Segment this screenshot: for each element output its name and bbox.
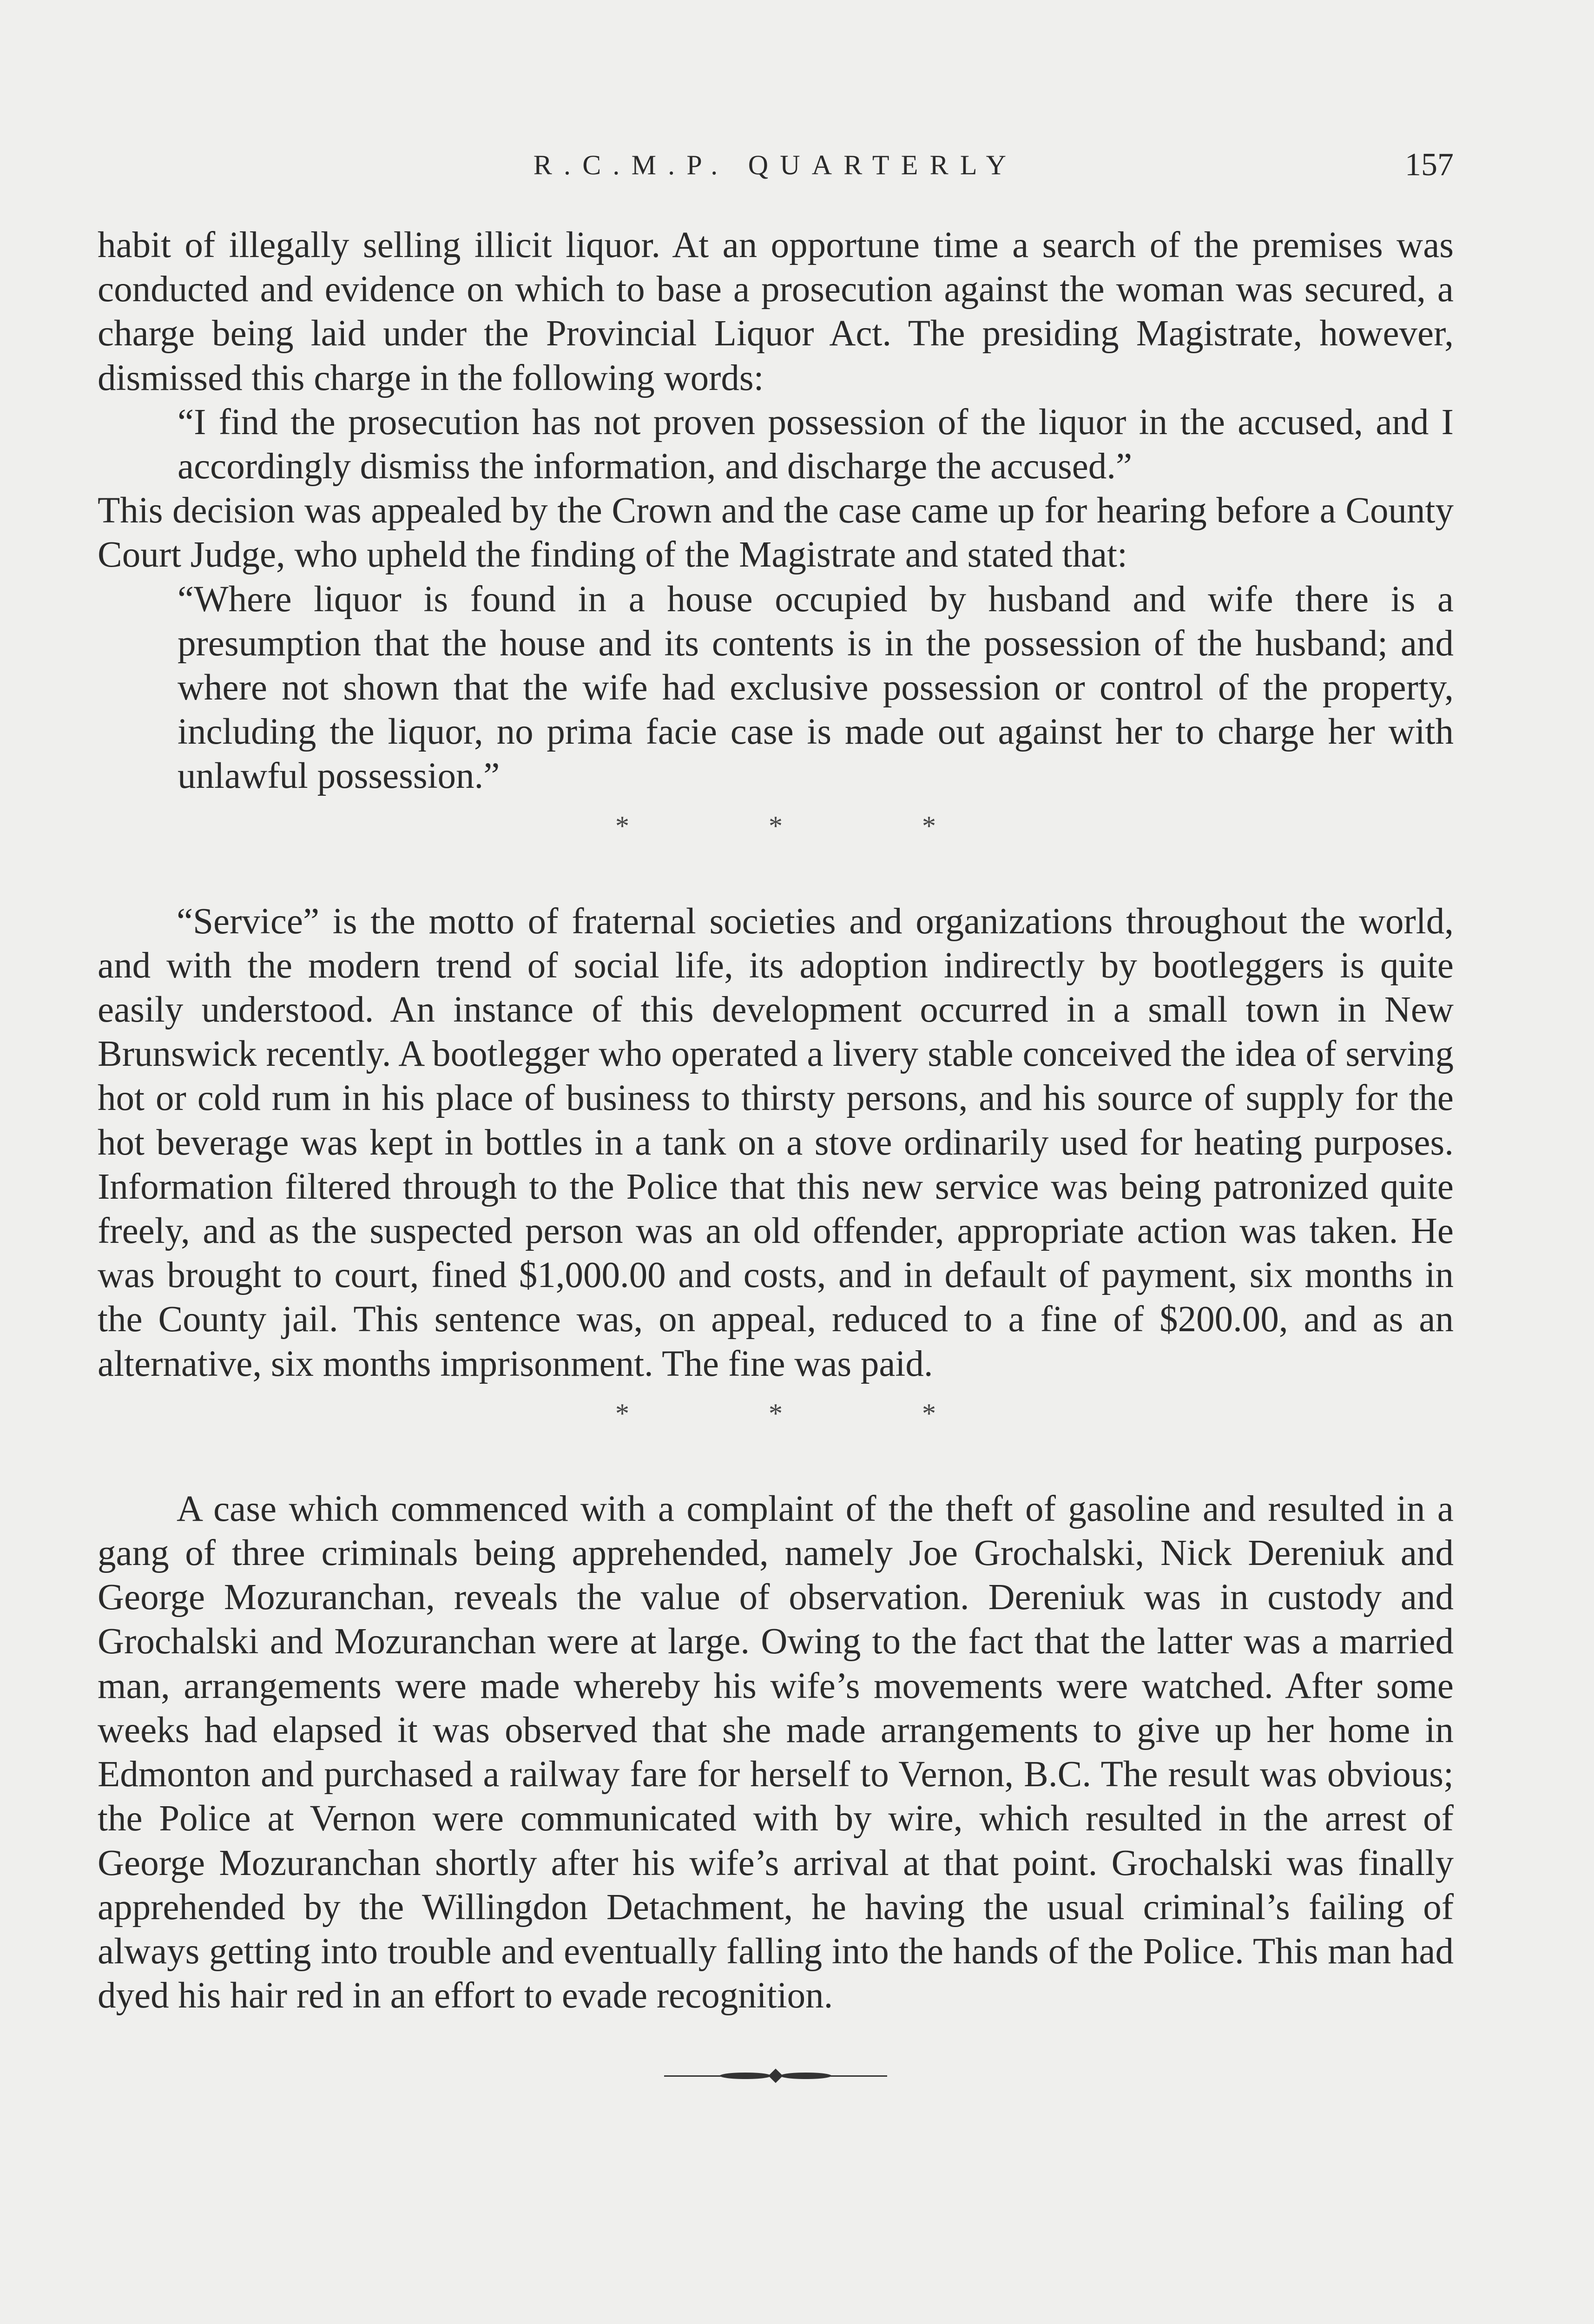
paragraph-service: “Service” is the motto of fraternal societies and organizations throughout the world, and with the modern trend of social life, its adoption indirectly by bootleggers is quite easily understood. An instance of this development occurred in a small town in New Brunswick recently. A bootlegger who operated a livery stable conceived the idea of serving hot or cold rum in his place of business to thirsty persons, and his source of supply for the hot beverage was kept in bottles in a tank on a stove ordinarily used for heating purposes. Information filtered through to the Police that this new service was being patronized quite freely, and as the suspected person was an old offender, appropriate action was taken. He was brought to court, fined $1,000.00 and costs, and in default of payment, six months in the County jail. This sentence was, on appeal, reduced to a fine of $200.00, and as an alternative, six months imprisonment. The fine was paid. <box>98 901 1454 1384</box>
quote-county-judge: “Where liquor is found in a house occupied by husband and wife there is a presumption that the house and its contents is in the possession of the husband; and where not shown that the wife had exclusive possession or control of the property, including the liquor, no prima facie case is made out against her to charge her with unlawful possession.” <box>178 579 1454 797</box>
asterism-mark: * <box>615 810 629 841</box>
quote-magistrate: “I find the prosecution has not proven possession of the liquor in the accused, and I accordingly dismiss the information, and discharge the accused.” <box>178 402 1454 487</box>
asterism-mark: * <box>922 810 936 841</box>
paragraph-appeal: This decision was appealed by the Crown and the case came up for hearing before a County Court Judge, who upheld the finding of the Magistrate and stated that: <box>98 490 1454 575</box>
asterism-mark: * <box>769 1398 783 1429</box>
section-break-1 <box>98 804 1454 848</box>
end-ornament <box>664 2069 887 2083</box>
asterism-mark: * <box>615 1398 629 1429</box>
section-break-2 <box>98 1392 1454 1436</box>
running-head <box>98 139 1454 191</box>
asterism-mark: * <box>769 810 783 841</box>
paragraph-gasoline-theft: A case which commenced with a complaint of the theft of gasoline and resulted in a gang of three criminals being apprehended, namely Joe Grochalski, Nick Dereniuk and George Mozuranchan, reveals the value of observation. Dereniuk was in custody and Grochalski and Mozuranchan were at large. Owing to the fact that the latter was a married man, arrangements were made whereby his wife’s movements were watched. After some weeks had elapsed it was observed that she made arrangements to give up her home in Edmonton and purchased a railway fare for herself to Vernon, B.C. The result was obvious; the Police at Vernon were communicated with by wire, which resulted in the arrest of George Mozuranchan shortly after his wife’s arrival at that point. Grochalski was finally apprehended by the Willingdon Detachment, he having the usual criminal’s failing of always getting into trouble and eventually falling into the hands of the Police. This man had dyed his hair red in an effort to evade recognition. <box>98 1488 1454 2016</box>
paragraph-liquor-search: habit of illegally selling illicit liquor. At an opportune time a search of the premises was conducted and evidence on which to base a prosecution against the woman was secured, a charge being laid under the Provincial Liquor Act. The presiding Magistrate, however, dismissed this charge in the following words: <box>98 225 1454 398</box>
page-number: 157 <box>1405 147 1454 183</box>
journal-title: R.C.M.P. QUARTERLY <box>533 150 1018 180</box>
article-body <box>98 223 1454 2083</box>
asterism-mark: * <box>922 1398 936 1429</box>
